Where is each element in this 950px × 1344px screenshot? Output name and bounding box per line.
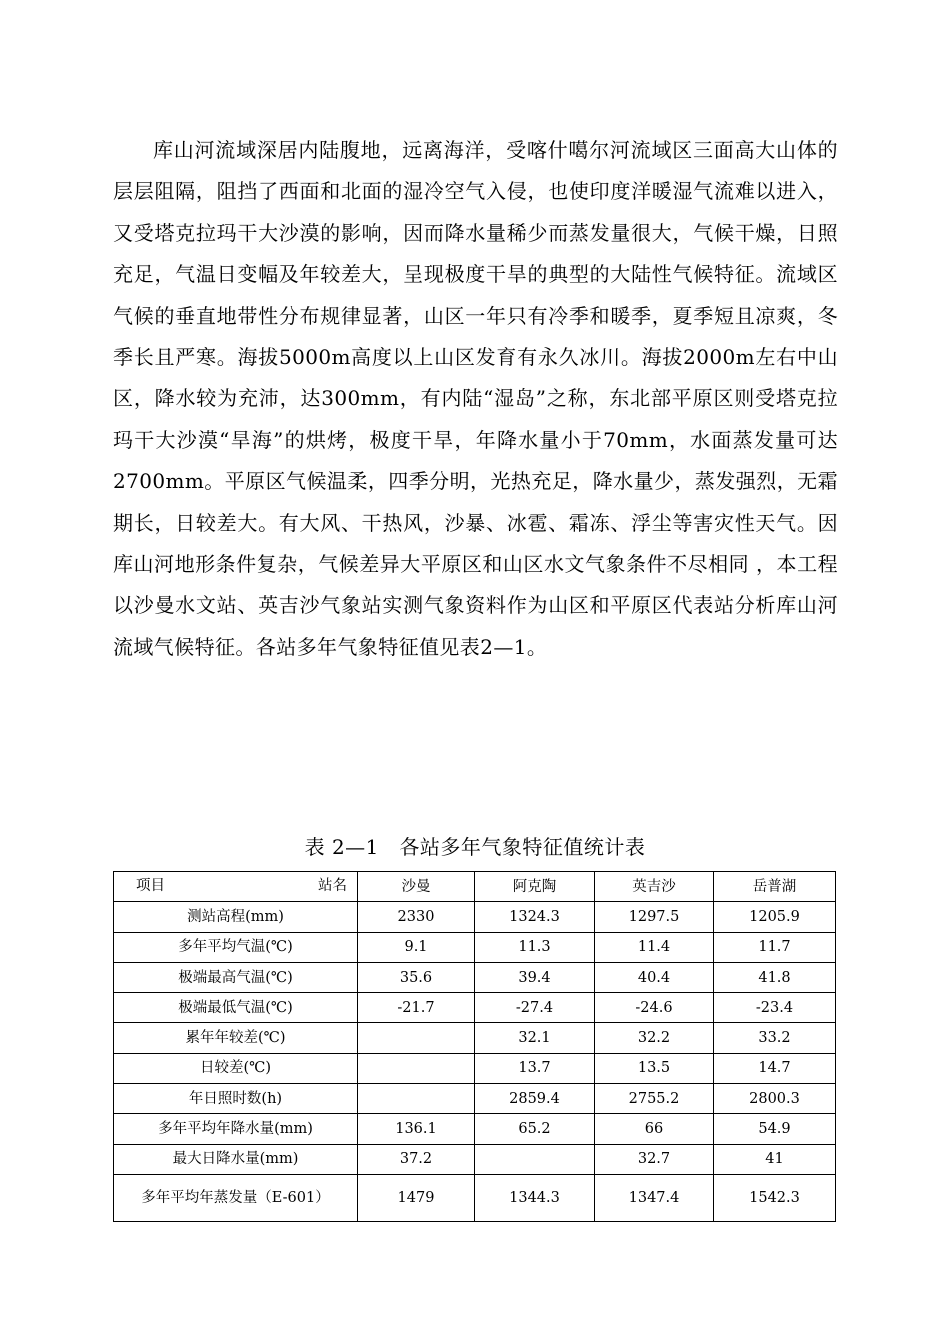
row-item-label: 多年平均年蒸发量（E-601） <box>114 1174 358 1221</box>
row-item-label: 极端最低气温(℃) <box>114 993 358 1023</box>
table-cell: 2755.2 <box>595 1084 714 1114</box>
table-cell: 11.7 <box>714 932 836 962</box>
table-cell: 37.2 <box>358 1144 475 1174</box>
table-cell: 9.1 <box>358 932 475 962</box>
table-cell <box>358 1084 475 1114</box>
climate-stats-table <box>113 871 836 1222</box>
table-row <box>114 962 836 992</box>
table-row <box>114 1053 836 1083</box>
table-cell: 1297.5 <box>595 902 714 932</box>
table-cell: 136.1 <box>358 1114 475 1144</box>
table-cell: 41 <box>714 1144 836 1174</box>
table-cell: 2800.3 <box>714 1084 836 1114</box>
table-row <box>114 902 836 932</box>
table-cell: -23.4 <box>714 993 836 1023</box>
table-cell: 39.4 <box>475 962 595 992</box>
table-cell: 13.7 <box>475 1053 595 1083</box>
table-row <box>114 1114 836 1144</box>
header-diagonal-cell <box>114 872 358 902</box>
table-row <box>114 993 836 1023</box>
table-cell: 1347.4 <box>595 1174 714 1221</box>
row-item-label: 年日照时数(h) <box>114 1084 358 1114</box>
row-item-label: 累年年较差(℃) <box>114 1023 358 1053</box>
row-item-label: 多年平均气温(℃) <box>114 932 358 962</box>
table-cell: 1205.9 <box>714 902 836 932</box>
table-cell <box>475 1144 595 1174</box>
body-paragraph: 库山河流域深居内陆腹地，远离海洋，受喀什噶尔河流域区三面高大山体的层层阻隔，阻挡了西面和北面的湿冷空气入侵，也使印度洋暖湿气流难以进入，又受塔克拉玛干大沙漠的影响，因而降水量稀少而蒸发量很大，气候干燥，日照充足，气温日变幅及年较差大，呈现极度干旱的典型的大陆性气候特征。流域区气候的垂直地带性分布规律显著，山区一年只有冷季和暖季，夏季短且凉爽，冬季长且严寒。海拔5000m高度以上山区发育有永久冰川。海拔2000m左右中山区，降水较为充沛，达300mm，有内陆“湿岛”之称，东北部平原区则受塔克拉玛干大沙漠“旱海”的烘烤，极度干旱，年降水量小于70mm，水面蒸发量可达2700mm。平原区气候温柔，四季分明，光热充足，降水量少，蒸发强烈，无霜期长，日较差大。有大风、干热风，沙暴、冰雹、霜冻、浮尘等害灾性天气。因库山河地形条件复杂，气候差异大平原区和山区水文气象条件不尽相同 ，本工程以沙曼水文站、英吉沙气象站实测气象资料作为山区和平原区代表站分析库山河流域气候特征。各站多年气象特征值见表2—1。 <box>113 138 838 659</box>
table-cell: 2330 <box>358 902 475 932</box>
table-cell: 66 <box>595 1114 714 1144</box>
table-cell: 35.6 <box>358 962 475 992</box>
table-cell: 33.2 <box>714 1023 836 1053</box>
row-item-label: 极端最高气温(℃) <box>114 962 358 992</box>
table-cell: 2859.4 <box>475 1084 595 1114</box>
table-cell: -21.7 <box>358 993 475 1023</box>
table-cell <box>358 1053 475 1083</box>
header-station: 阿克陶 <box>475 872 595 902</box>
table-cell: -24.6 <box>595 993 714 1023</box>
table-row <box>114 1144 836 1174</box>
table-cell: 13.5 <box>595 1053 714 1083</box>
table-cell: 11.4 <box>595 932 714 962</box>
table-cell: 41.8 <box>714 962 836 992</box>
table-cell: 32.2 <box>595 1023 714 1053</box>
table-cell: 1479 <box>358 1174 475 1221</box>
row-item-label: 多年平均年降水量(mm) <box>114 1114 358 1144</box>
table-cell: 11.3 <box>475 932 595 962</box>
table-row <box>114 1023 836 1053</box>
table-cell: -27.4 <box>475 993 595 1023</box>
header-station: 岳普湖 <box>714 872 836 902</box>
table-cell: 1542.3 <box>714 1174 836 1221</box>
table-caption: 表 2—1 各站多年气象特征值统计表 <box>304 835 646 859</box>
row-item-label: 日较差(℃) <box>114 1053 358 1083</box>
table-cell: 40.4 <box>595 962 714 992</box>
row-item-label: 测站高程(mm) <box>114 902 358 932</box>
table-cell: 1324.3 <box>475 902 595 932</box>
table-cell: 32.7 <box>595 1144 714 1174</box>
table-cell <box>358 1023 475 1053</box>
row-item-label: 最大日降水量(mm) <box>114 1144 358 1174</box>
table-row <box>114 1084 836 1114</box>
header-item-label: 项目 <box>136 878 165 894</box>
table-cell: 1344.3 <box>475 1174 595 1221</box>
table-cell: 32.1 <box>475 1023 595 1053</box>
table-row <box>114 1174 836 1221</box>
table-header-row <box>114 872 836 902</box>
table-cell: 14.7 <box>714 1053 836 1083</box>
table-cell: 65.2 <box>475 1114 595 1144</box>
table-row <box>114 932 836 962</box>
header-station-label: 站名 <box>318 878 347 894</box>
table-cell: 54.9 <box>714 1114 836 1144</box>
header-station: 沙曼 <box>358 872 475 902</box>
header-station: 英吉沙 <box>595 872 714 902</box>
